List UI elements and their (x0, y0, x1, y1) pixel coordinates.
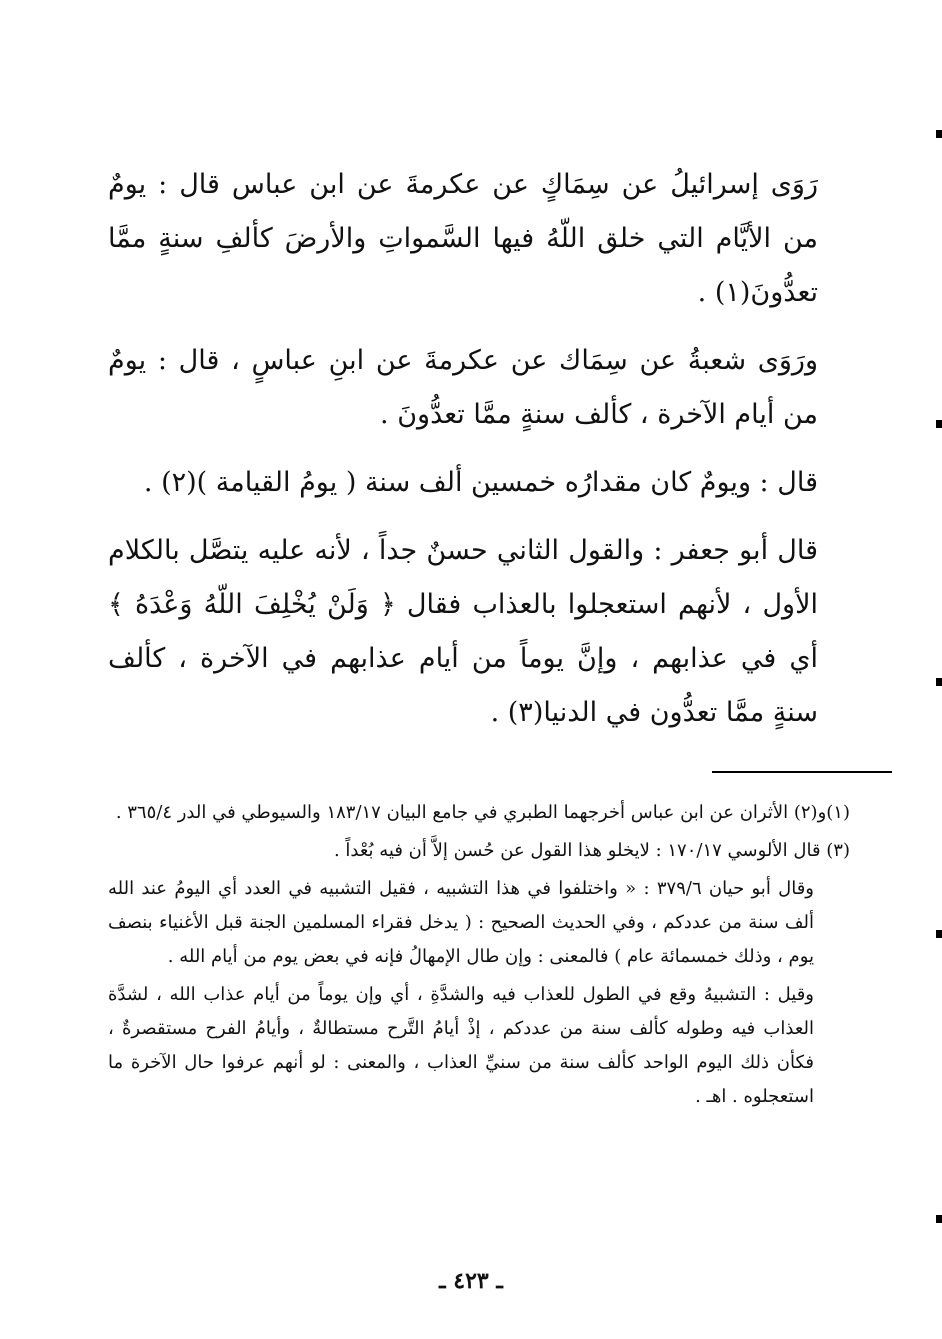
footnote-3-alternative-view: وقيل : التشبيهُ وقع في الطول للعذاب فيه والشدَّةِ ، أي وإن يوماً من أيام عذاب الله ، لشدَّة العذاب فيه وطوله كألف سنة من عددكم ، إذْ أيامُ التَّرح مستطالةٌ ، وأيامُ الفرح مستقصرةٌ ، فكأن ذلك اليوم الواحد كألف سنة من سنيِّ العذاب ، والمعنى : لو أنهم عرفوا حال الآخرة ما استعجلوه . اهـ . (108, 984, 814, 1107)
margin-mark (936, 678, 942, 686)
footnotes (108, 796, 850, 1118)
page-number: ـ ٤٢٣ ـ (439, 1268, 503, 1294)
footnote-divider (712, 771, 892, 773)
paragraph-abu-jafar: قال أبو جعفر : والقول الثاني حسنٌ جداً ، لأنه عليه يتصَّل بالكلام الأول ، لأنهم استعجلوا بالعذاب فقال ﴿ وَلَنْ يُخْلِفَ اللّهُ وَعْدَهُ ﴾ أي في عذابهم ، وإنَّ يوماً من أيام عذابهم في الآخرة ، كألف سنةٍ ممَّا تعدُّون في الدنيا(٣) . (108, 535, 818, 728)
margin-mark (936, 1215, 942, 1223)
margin-mark (936, 130, 942, 138)
footnote-1-2: (١)و(٢) الأثران عن ابن عباس أخرجهما الطبري في جامع البيان ١٨٣/١٧ والسيوطي في الدر ٣٦٥/٤ . (115, 802, 850, 823)
paragraph-day-of-resurrection: قال : ويومٌ كان مقدارُه خمسين ألف سنة ( يومُ القيامة )(٢) . (143, 467, 818, 498)
footnote-3-abu-hayyan: وقال أبو حيان ٣٧٩/٦ : « واختلفوا في هذا التشبيه ، فقيل التشبيه في العدد أي اليومُ عند الله ألف سنة من عددكم ، وفي الحديث الصحيح : ( يدخل فقراء المسلمين الجنة قبل الأغنياء بنصف يوم ، وذلك خمسمائة عام ) فالمعنى : وإن طال الإمهالُ فإنه في بعض يوم من أيام الله . (108, 878, 814, 967)
paragraph-shuba-narration: ورَوَى شعبةُ عن سِمَاك عن عكرمةَ عن ابنِ عباسٍ ، قال : يومٌ من أيام الآخرة ، كألف سنةٍ ممَّا تعدُّونَ . (108, 345, 818, 430)
margin-mark (936, 420, 942, 428)
paragraph-israil-narration: رَوَى إسرائيلُ عن سِمَاكٍ عن عكرمةَ عن ابن عباس قال : يومٌ من الأيَّام التي خلق اللّهُ فيها السَّمواتِ والأرضَ كألفِ سنةٍ ممَّا تعدُّونَ(١) . (108, 169, 818, 308)
footnote-3: (٣) قال الألوسي ١٧٠/١٧ : لايخلو هذا القول عن حُسن إلاَّ أن فيه بُعْداً . (333, 840, 850, 861)
margin-mark (936, 930, 942, 938)
main-text (108, 158, 818, 754)
